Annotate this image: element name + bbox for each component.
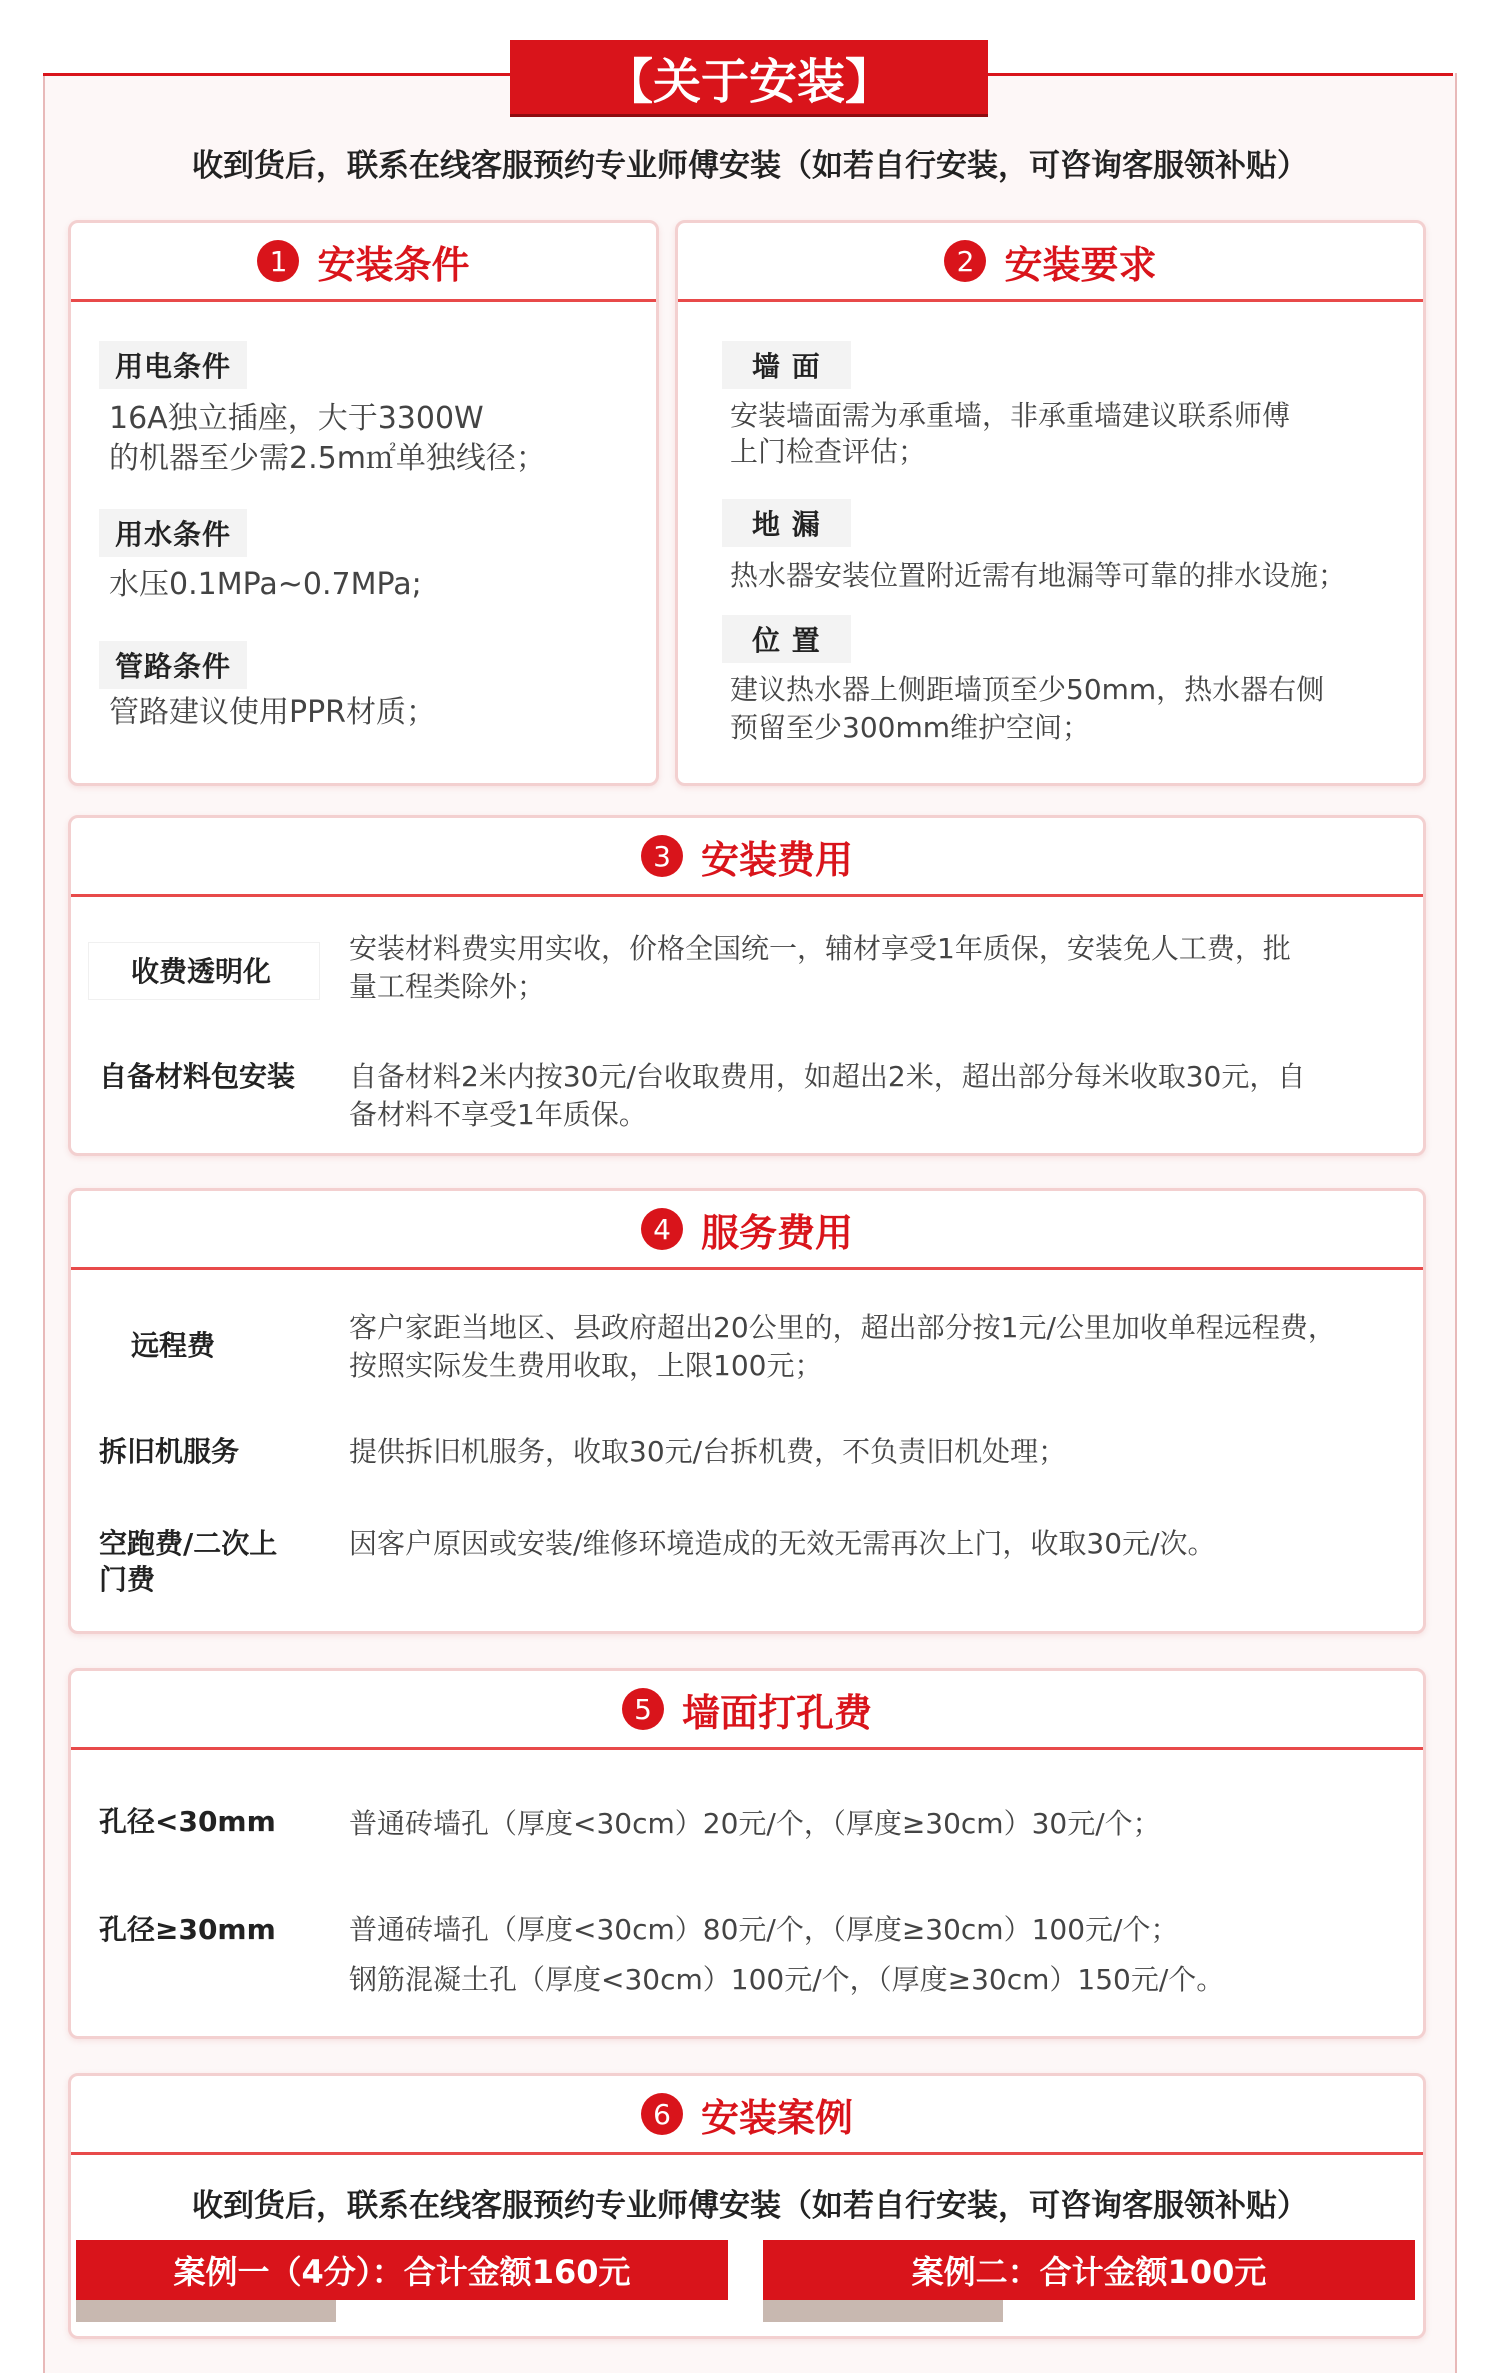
card-title: 安装要求	[1004, 242, 1157, 287]
card-header	[71, 1671, 1423, 1750]
wall-text-1: 安装墙面需为承重墙，非承重墙建议联系师傅	[730, 399, 1291, 432]
card-header	[71, 818, 1423, 897]
row-label-revisit-1: 空跑费/二次上	[99, 1527, 278, 1560]
card-header	[71, 2076, 1423, 2155]
row-text-remote-2: 按照实际发生费用收取，上限100元；	[349, 1349, 823, 1382]
row-text-transparent-2: 量工程类除外；	[349, 970, 546, 1003]
card-service-fee	[68, 1188, 1426, 1634]
tag-drain: 地 漏	[722, 499, 851, 547]
electric-text-2: 的机器至少需2.5m㎡单独线径；	[109, 441, 546, 476]
position-text-2: 预留至少300mm维护空间；	[730, 711, 1090, 744]
electric-text-1: 16A独立插座，大于3300W	[109, 401, 484, 436]
card-header	[71, 223, 656, 302]
number-badge: 4	[641, 1208, 683, 1250]
tag-wall: 墙 面	[722, 341, 851, 389]
case-one-photo	[76, 2300, 336, 2322]
row-text-removal: 提供拆旧机服务，收取30元/台拆机费，不负责旧机处理；	[349, 1435, 1067, 1468]
row-text-remote-1: 客户家距当地区、县政府超出20公里的，超出部分按1元/公里加收单程远程费，	[349, 1311, 1336, 1344]
page-title: 【关于安装】	[510, 40, 988, 117]
intro-text: 收到货后，联系在线客服预约专业师傅安装（如若自行安装，可咨询客服领补贴）	[192, 148, 1308, 184]
water-text: 水压0.1MPa~0.7MPa;	[109, 567, 422, 602]
card-header	[71, 1191, 1423, 1270]
card-header	[678, 223, 1423, 302]
card-title: 墙面打孔费	[681, 1690, 872, 1735]
position-text-1: 建议热水器上侧距墙顶至少50mm，热水器右侧	[730, 673, 1325, 706]
wall-text-2: 上门检查评估；	[730, 435, 927, 468]
cases-intro-text: 收到货后，联系在线客服预约专业师傅安装（如若自行安装，可咨询客服领补贴）	[192, 2188, 1308, 2224]
drain-text: 热水器安装位置附近需有地漏等可靠的排水设施；	[730, 559, 1347, 592]
card-install-conditions	[68, 220, 659, 786]
card-install-fee	[68, 815, 1426, 1156]
tag-electric: 用电条件	[99, 341, 247, 389]
row-label-remote: 远程费	[131, 1329, 216, 1362]
case-two-bar: 案例二：合计金额100元	[763, 2240, 1415, 2300]
row-text-selfmaterial-1: 自备材料2米内按30元/台收取费用，如超出2米，超出部分每米收取30元，自	[349, 1060, 1306, 1093]
number-badge: 2	[944, 240, 986, 282]
row-text-transparent-1: 安装材料费实用实收，价格全国统一，辅材享受1年质保，安装免人工费，批	[349, 932, 1291, 965]
row-text-small-hole: 普通砖墙孔（厚度<30cm）20元/个，（厚度≥30cm）30元/个；	[349, 1807, 1161, 1840]
tag-water: 用水条件	[99, 509, 247, 557]
number-badge: 5	[622, 1688, 664, 1730]
card-install-requirements	[675, 220, 1426, 786]
number-badge: 1	[257, 240, 299, 282]
tag-position: 位 置	[722, 615, 851, 663]
card-title: 安装费用	[700, 837, 853, 882]
row-text-revisit: 因客户原因或安装/维修环境造成的无效无需再次上门，收取30元/次。	[349, 1527, 1216, 1560]
card-drill-fee	[68, 1668, 1426, 2039]
card-title: 服务费用	[700, 1210, 853, 1255]
card-title: 安装条件	[317, 242, 470, 287]
card-title: 安装案例	[700, 2095, 853, 2140]
row-text-large-hole-1: 普通砖墙孔（厚度<30cm）80元/个，（厚度≥30cm）100元/个；	[349, 1913, 1179, 1946]
number-badge: 3	[641, 835, 683, 877]
row-label-selfmaterial: 自备材料包安装	[99, 1060, 296, 1093]
pipe-text: 管路建议使用PPR材质；	[109, 695, 437, 730]
row-label-removal: 拆旧机服务	[99, 1435, 240, 1468]
row-text-large-hole-2: 钢筋混凝土孔（厚度<30cm）100元/个，（厚度≥30cm）150元/个。	[349, 1963, 1225, 1996]
case-one-bar: 案例一（4分）：合计金额160元	[76, 2240, 728, 2300]
row-text-selfmaterial-2: 备材料不享受1年质保。	[349, 1098, 647, 1131]
number-badge: 6	[641, 2093, 683, 2135]
row-label-revisit-2: 门费	[99, 1563, 156, 1596]
row-label-transparent: 收费透明化	[131, 955, 272, 988]
case-two-photo	[763, 2300, 1003, 2322]
row-label-small-hole: 孔径<30mm	[99, 1805, 276, 1838]
row-label-large-hole: 孔径≥30mm	[99, 1913, 276, 1946]
tag-pipe: 管路条件	[99, 641, 247, 689]
